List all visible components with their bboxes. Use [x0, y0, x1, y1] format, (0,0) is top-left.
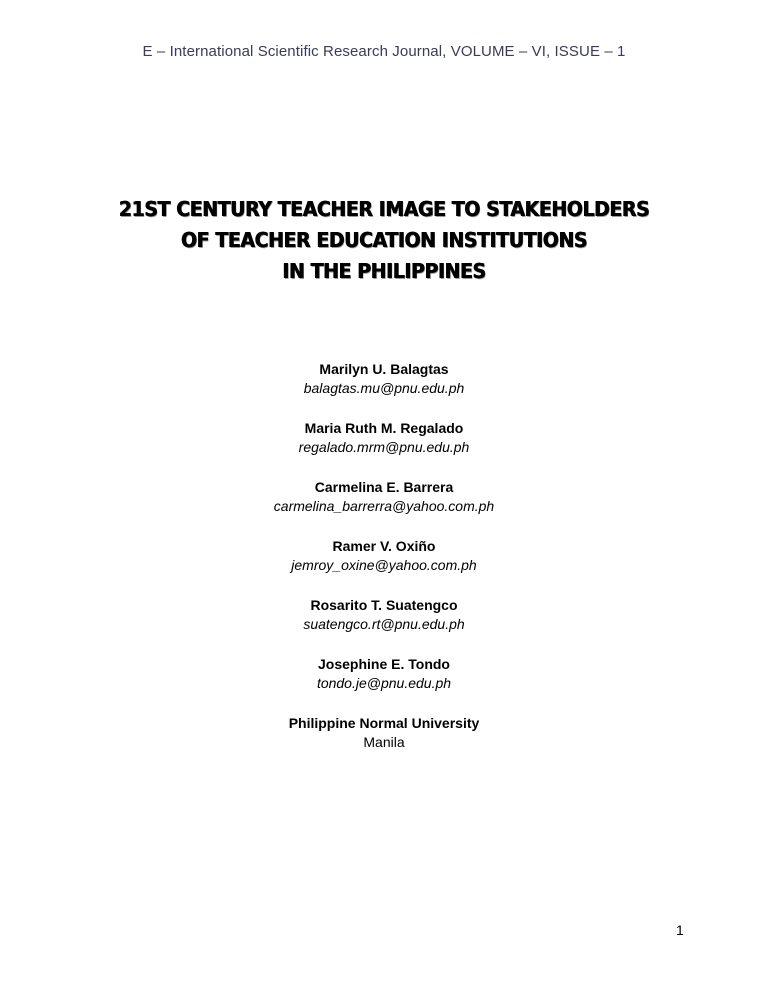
running-header: E – International Scientific Research Journal, VOLUME – VI, ISSUE – 1 — [142, 43, 626, 60]
author-entry — [0, 360, 768, 398]
author-entry — [0, 419, 768, 457]
author-entry — [0, 596, 768, 634]
author-entry — [0, 478, 768, 516]
author-name: Marilyn U. Balagtas — [319, 361, 449, 377]
author-list — [0, 360, 768, 752]
affiliation — [0, 714, 768, 752]
author-email: carmelina_barrerra@yahoo.com.ph — [273, 498, 495, 514]
institution-city: Manila — [363, 734, 405, 750]
author-name: Carmelina E. Barrera — [314, 479, 454, 495]
author-entry — [0, 655, 768, 693]
title-line-3: IN THE PHILIPPINES — [282, 259, 486, 283]
paper-title — [0, 194, 768, 287]
author-email: suatengco.rt@pnu.edu.ph — [303, 616, 465, 632]
author-name: Rosarito T. Suatengco — [310, 597, 458, 613]
author-email: tondo.je@pnu.edu.ph — [316, 675, 452, 691]
author-name: Ramer V. Oxiño — [332, 538, 436, 554]
author-email: balagtas.mu@pnu.edu.ph — [303, 380, 465, 396]
author-name: Josephine E. Tondo — [318, 656, 450, 672]
author-entry — [0, 537, 768, 575]
author-email: jemroy_oxine@yahoo.com.ph — [291, 557, 477, 573]
institution-name: Philippine Normal University — [288, 715, 480, 731]
author-email: regalado.mrm@pnu.edu.ph — [298, 439, 470, 455]
author-name: Maria Ruth M. Regalado — [304, 420, 464, 436]
page-number: 1 — [676, 922, 684, 938]
title-line-2: OF TEACHER EDUCATION INSTITUTIONS — [180, 228, 588, 252]
title-line-1: 21ST CENTURY TEACHER IMAGE TO STAKEHOLDERS — [118, 197, 650, 221]
